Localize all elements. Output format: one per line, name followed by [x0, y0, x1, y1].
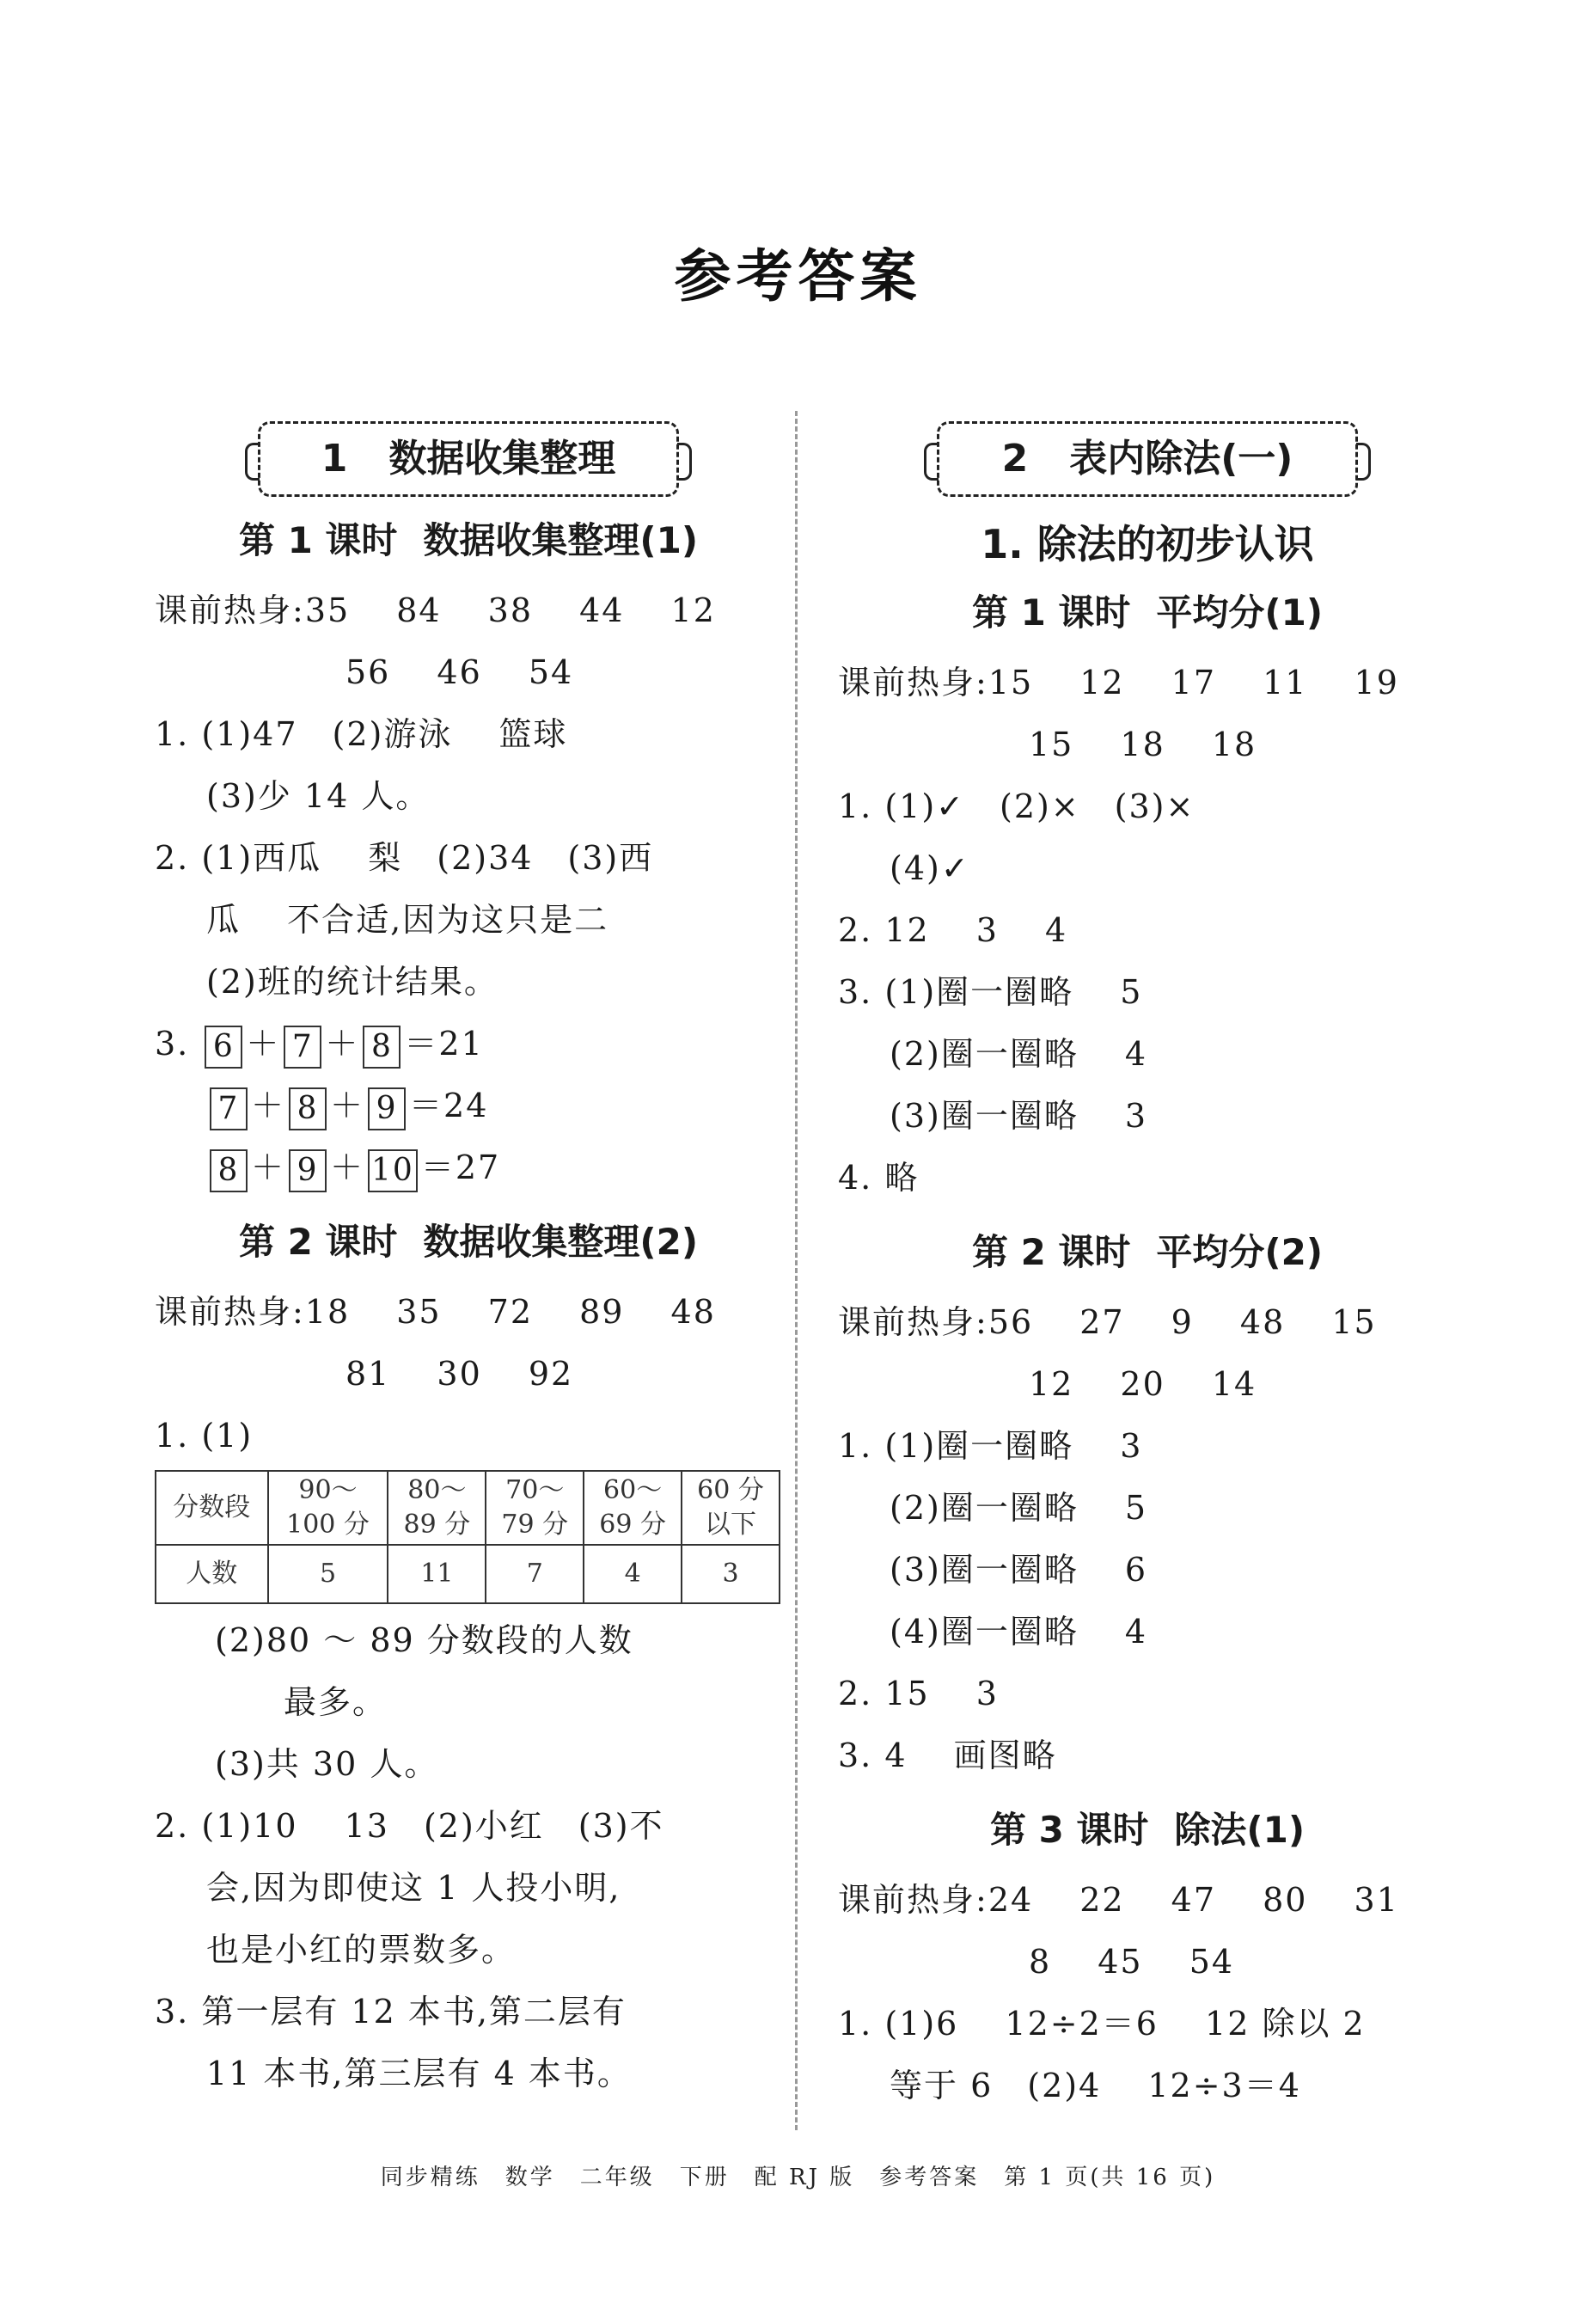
lesson-number: 第 2 课时	[238, 1221, 398, 1263]
warmup-line: 81 30 92	[345, 1355, 574, 1393]
warmup-line: 12 20 14	[1029, 1365, 1257, 1403]
answer-box: 10	[368, 1149, 418, 1192]
answer-line: (2)班的统计结果。	[206, 963, 498, 1001]
answer-line: 4. 略	[838, 1159, 920, 1197]
lesson-number: 第 2 课时	[971, 1231, 1131, 1273]
warmup-label: 课前热身:	[838, 1881, 988, 1919]
lesson-heading	[155, 516, 782, 566]
unit-number: 1	[321, 437, 348, 481]
answer-line: 1. (1)圈一圈略 3	[838, 1427, 1143, 1465]
answer-line: (3)共 30 人。	[215, 1745, 439, 1783]
answer-box: 8	[363, 1026, 401, 1069]
plus-sign: ＋	[246, 1025, 281, 1063]
table-header-cell: 80～ 89 分	[388, 1471, 486, 1545]
warmup-line	[838, 1291, 1457, 1353]
plus-sign: ＋	[251, 1087, 286, 1124]
left-column	[155, 421, 782, 2104]
equation-sum: ＝27	[420, 1148, 501, 1186]
lesson-heading	[838, 1805, 1457, 1855]
warmup-line	[155, 1281, 782, 1343]
table-header-cell: 70～ 79 分	[486, 1471, 584, 1545]
warmup-values: 24 22 47 80 31	[988, 1881, 1399, 1919]
answer-line: 会,因为即使这 1 人投小明,	[206, 1869, 621, 1907]
lesson-heading	[838, 1228, 1457, 1277]
warmup-line: 15 18 18	[1029, 726, 1257, 763]
table-cell: 5	[268, 1545, 388, 1603]
section-heading: 1. 除法的初步认识	[981, 521, 1314, 567]
page-footer: 同步精练 数学 二年级 下册 配 RJ 版 参考答案 第 1 页(共 16 页)	[380, 2165, 1216, 2190]
table-header-cell: 分数段	[156, 1471, 268, 1545]
table-cell: 11	[388, 1545, 486, 1603]
warmup-values: 35 84 38 44 12	[304, 591, 716, 629]
answer-line: (4)圈一圈略 4	[890, 1613, 1148, 1651]
warmup-label: 课前热身:	[155, 1293, 305, 1331]
answer-box: 9	[289, 1149, 327, 1192]
table-cell: 4	[584, 1545, 682, 1603]
plus-sign: ＋	[251, 1148, 286, 1186]
warmup-values: 18 35 72 89 48	[304, 1293, 716, 1331]
plus-sign: ＋	[330, 1148, 365, 1186]
equation-row	[155, 1075, 782, 1136]
plus-sign: ＋	[325, 1025, 360, 1063]
lesson-number: 第 3 课时	[989, 1809, 1149, 1851]
warmup-line: 56 46 54	[345, 653, 574, 691]
answer-line: 也是小红的票数多。	[206, 1931, 517, 1969]
answer-box: 8	[289, 1087, 327, 1130]
warmup-line	[838, 652, 1457, 714]
answer-line: 1. (1)6 12÷2＝6 12 除以 2	[838, 2005, 1366, 2043]
answer-line: 3. (1)圈一圈略 5	[838, 973, 1143, 1011]
warmup-label: 课前热身:	[838, 664, 988, 701]
answer-line: (4)✓	[890, 849, 970, 887]
answer-line: (3)圈一圈略 3	[890, 1097, 1148, 1135]
answer-line: 1. (1)	[155, 1417, 254, 1455]
answer-box: 6	[205, 1026, 242, 1069]
lesson-name: 除法(1)	[1174, 1809, 1306, 1851]
answer-line: 1. (1)47 (2)游泳 篮球	[155, 715, 568, 753]
page-title: 参考答案	[674, 243, 922, 309]
answer-line: 2. 15 3	[838, 1675, 999, 1712]
lesson-name: 平均分(1)	[1156, 591, 1324, 634]
answer-line: 2. 12 3 4	[838, 911, 1068, 949]
answer-line: 2. (1)西瓜 梨 (2)34 (3)西	[155, 839, 654, 877]
answer-line: (2)圈一圈略 4	[890, 1035, 1148, 1073]
warmup-label: 课前热身:	[155, 591, 305, 629]
score-table	[155, 1470, 780, 1604]
unit-2-banner	[937, 421, 1358, 497]
lesson-heading	[838, 588, 1457, 638]
table-header-cell: 60～ 69 分	[584, 1471, 682, 1545]
answer-line: 1. (1)✓ (2)× (3)×	[838, 787, 1195, 825]
answer-line: 最多。	[284, 1683, 388, 1721]
unit-label: 数据收集整理	[388, 437, 616, 481]
table-header-cell: 60 分 以下	[682, 1471, 780, 1545]
warmup-values: 56 27 9 48 15	[988, 1303, 1377, 1341]
lesson-number: 第 1 课时	[971, 591, 1131, 634]
unit-1-banner	[258, 421, 679, 497]
warmup-label: 课前热身:	[838, 1303, 988, 1341]
column-divider	[795, 411, 798, 2130]
answer-box: 8	[210, 1149, 248, 1192]
answer-line: (3)少 14 人。	[206, 777, 431, 815]
table-cell: 3	[682, 1545, 780, 1603]
answer-box: 7	[284, 1026, 321, 1069]
answer-line: 瓜 不合适,因为这只是二	[206, 901, 609, 939]
table-header-cell: 人数	[156, 1545, 268, 1603]
lesson-heading	[155, 1217, 782, 1267]
lesson-name: 数据收集整理(2)	[423, 1221, 699, 1263]
answer-line: (2)80 ～ 89 分数段的人数	[215, 1621, 633, 1659]
answer-box: 9	[368, 1087, 406, 1130]
answer-line: 3. 第一层有 12 本书,第二层有	[155, 1993, 627, 2031]
table-header-cell: 90～ 100 分	[268, 1471, 388, 1545]
warmup-line: 8 45 54	[1029, 1943, 1235, 1981]
answer-line: 等于 6 (2)4 12÷3＝4	[890, 2067, 1301, 2104]
lesson-number: 第 1 课时	[238, 519, 398, 561]
equation-sum: ＝24	[409, 1087, 489, 1124]
table-cell: 7	[486, 1545, 584, 1603]
answer-line: 11 本书,第三层有 4 本书。	[206, 2055, 632, 2092]
lesson-name: 平均分(2)	[1156, 1231, 1324, 1273]
lesson-name: 数据收集整理(1)	[423, 519, 699, 561]
warmup-line	[155, 579, 782, 641]
answer-line: (2)圈一圈略 5	[890, 1489, 1148, 1527]
answer-line: 3. 4 画图略	[838, 1737, 1057, 1774]
answer-box: 7	[210, 1087, 248, 1130]
unit-label: 表内除法(一)	[1069, 437, 1293, 481]
unit-number: 2	[1001, 437, 1029, 481]
equation-row	[155, 1013, 782, 1075]
answer-line: 2. (1)10 13 (2)小红 (3)不	[155, 1807, 664, 1845]
equation-row	[155, 1136, 782, 1198]
warmup-line	[838, 1869, 1457, 1931]
right-column	[838, 421, 1457, 2116]
plus-sign: ＋	[330, 1087, 365, 1124]
warmup-values: 15 12 17 11 19	[988, 664, 1399, 701]
answer-line: (3)圈一圈略 6	[890, 1551, 1148, 1589]
equation-sum: ＝21	[404, 1025, 484, 1063]
question-number: 3.	[155, 1025, 190, 1063]
